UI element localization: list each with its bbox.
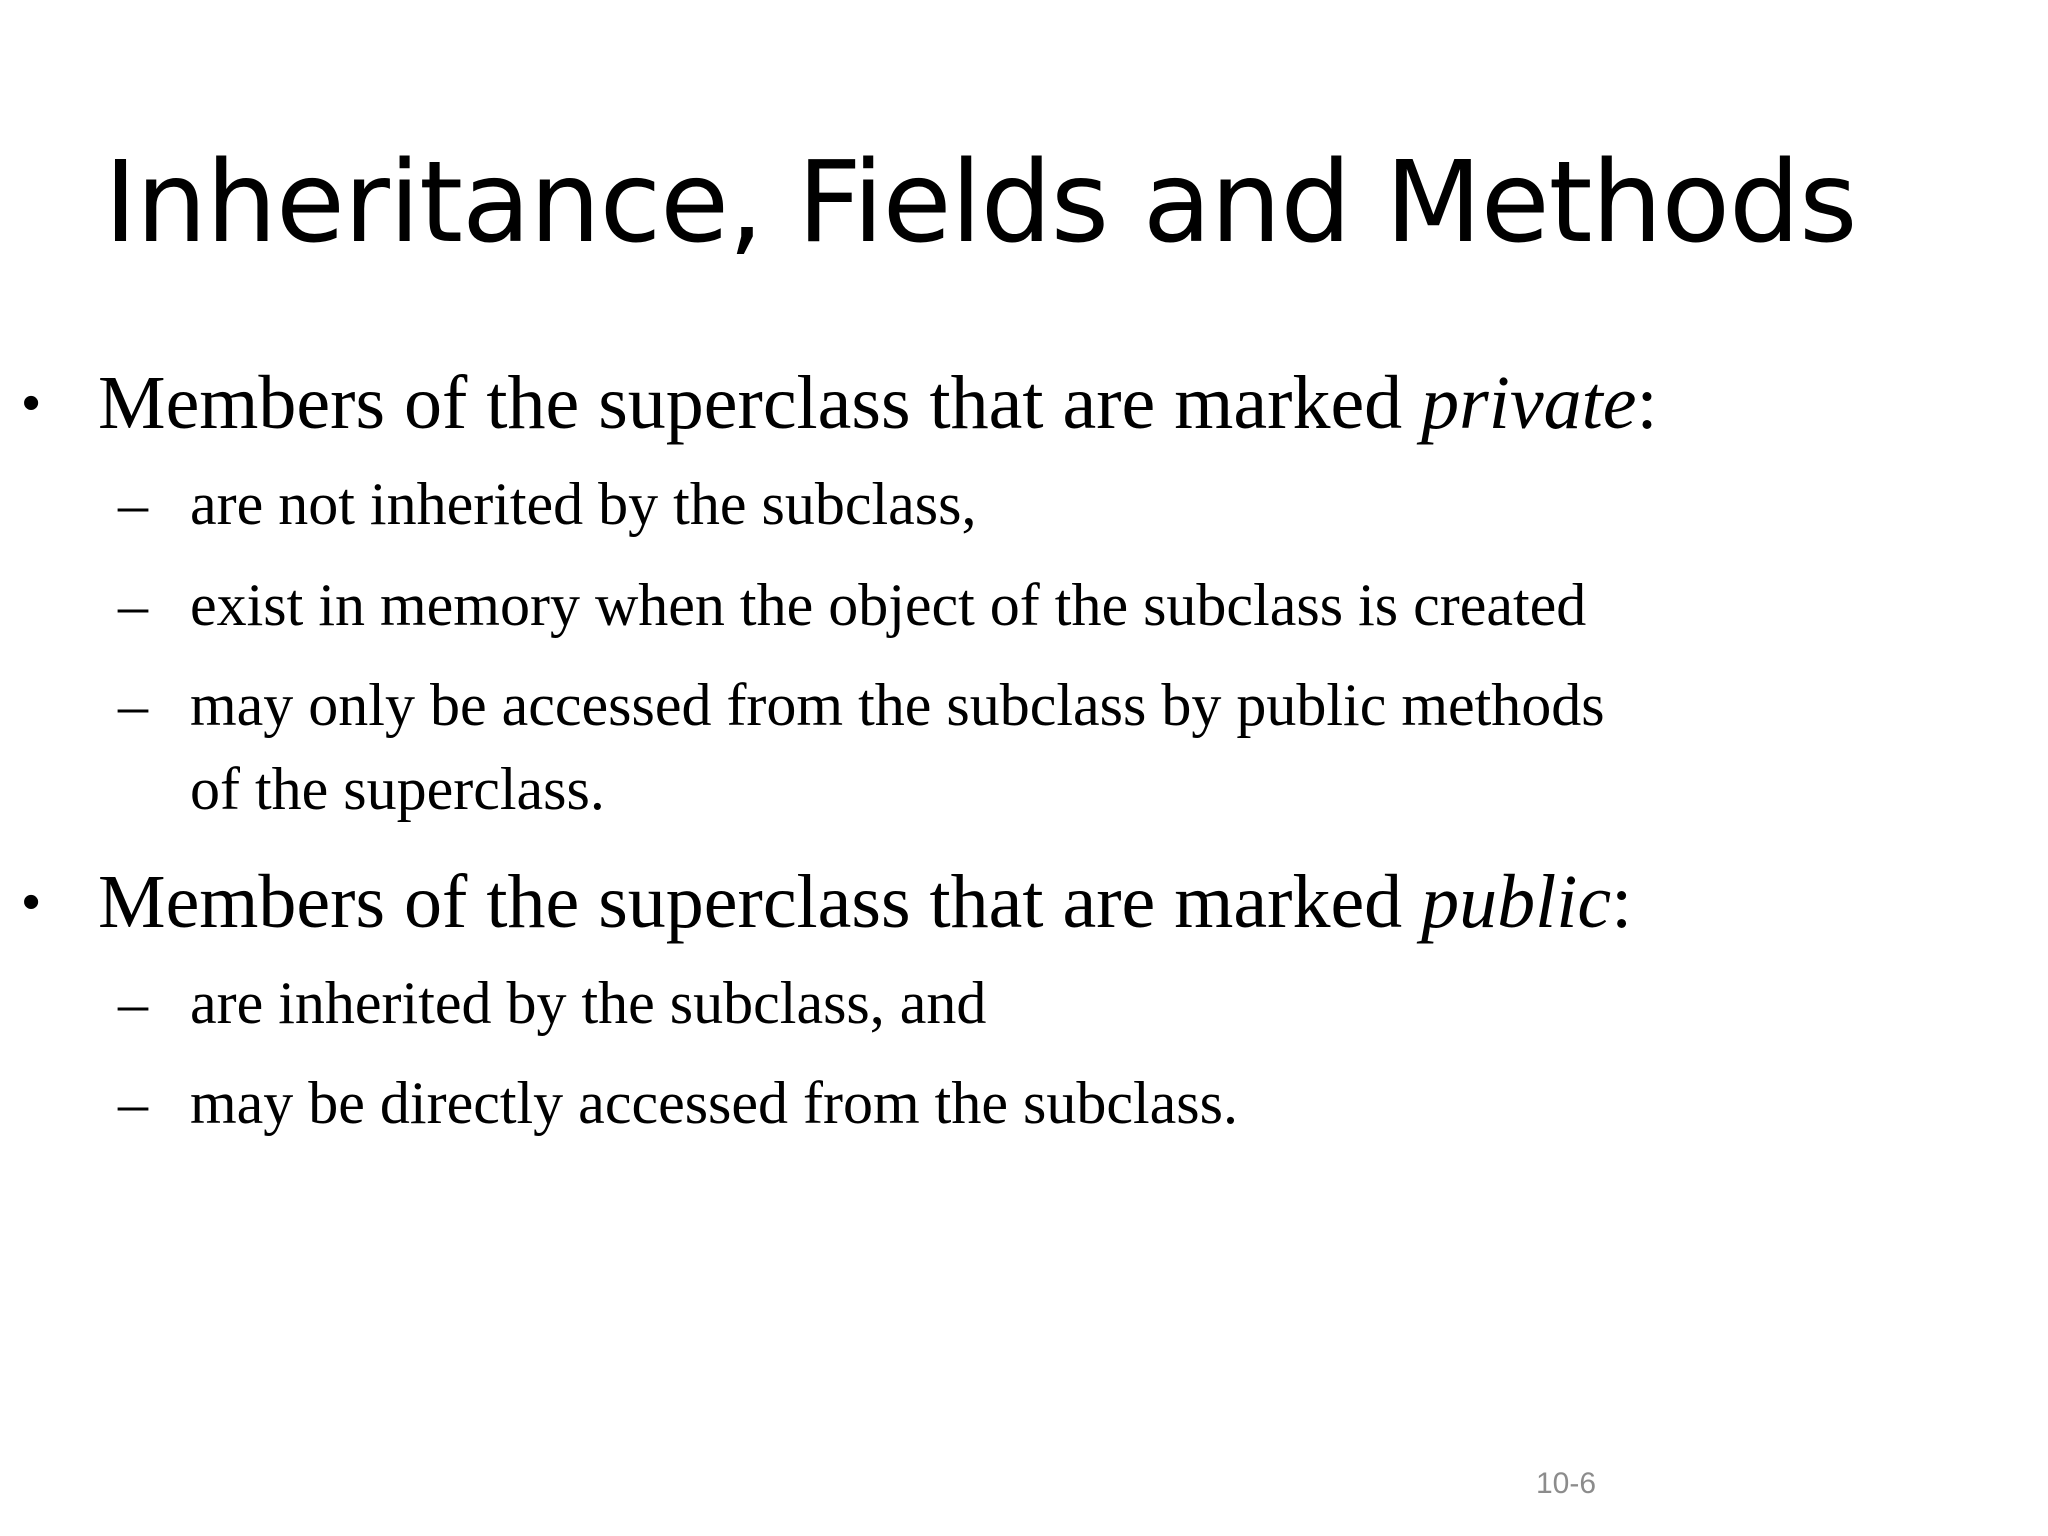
bullet-emphasis: public [1421,860,1612,944]
bullet-dot-icon: • [22,374,41,432]
bullet-dot-icon: • [22,873,41,931]
sub-item-text: are not inherited by the subclass, [190,471,977,537]
sub-item-text: are inherited by the subclass, and [190,970,987,1036]
bullet-emphasis: private [1421,361,1637,445]
dash-icon: – [118,572,148,638]
bullet-text: Members of the superclass that are marked private: [98,361,1658,445]
sub-item-text: exist in memory when the object of the subclass is created [190,572,1587,638]
dash-icon: – [118,672,148,738]
dash-icon: – [118,970,148,1036]
slide-number: 10-6 [1536,1467,1597,1500]
dash-icon: – [118,1070,148,1136]
dash-icon: – [118,471,148,537]
slide-title: Inheritance, Fields and Methods [104,138,1857,268]
sub-item-text: may only be accessed from the subclass by public methods of the superclass. [190,672,1605,822]
bullet-text: Members of the superclass that are marked public: [98,860,1633,944]
sub-item-text: may be directly accessed from the subclass. [190,1070,1238,1136]
